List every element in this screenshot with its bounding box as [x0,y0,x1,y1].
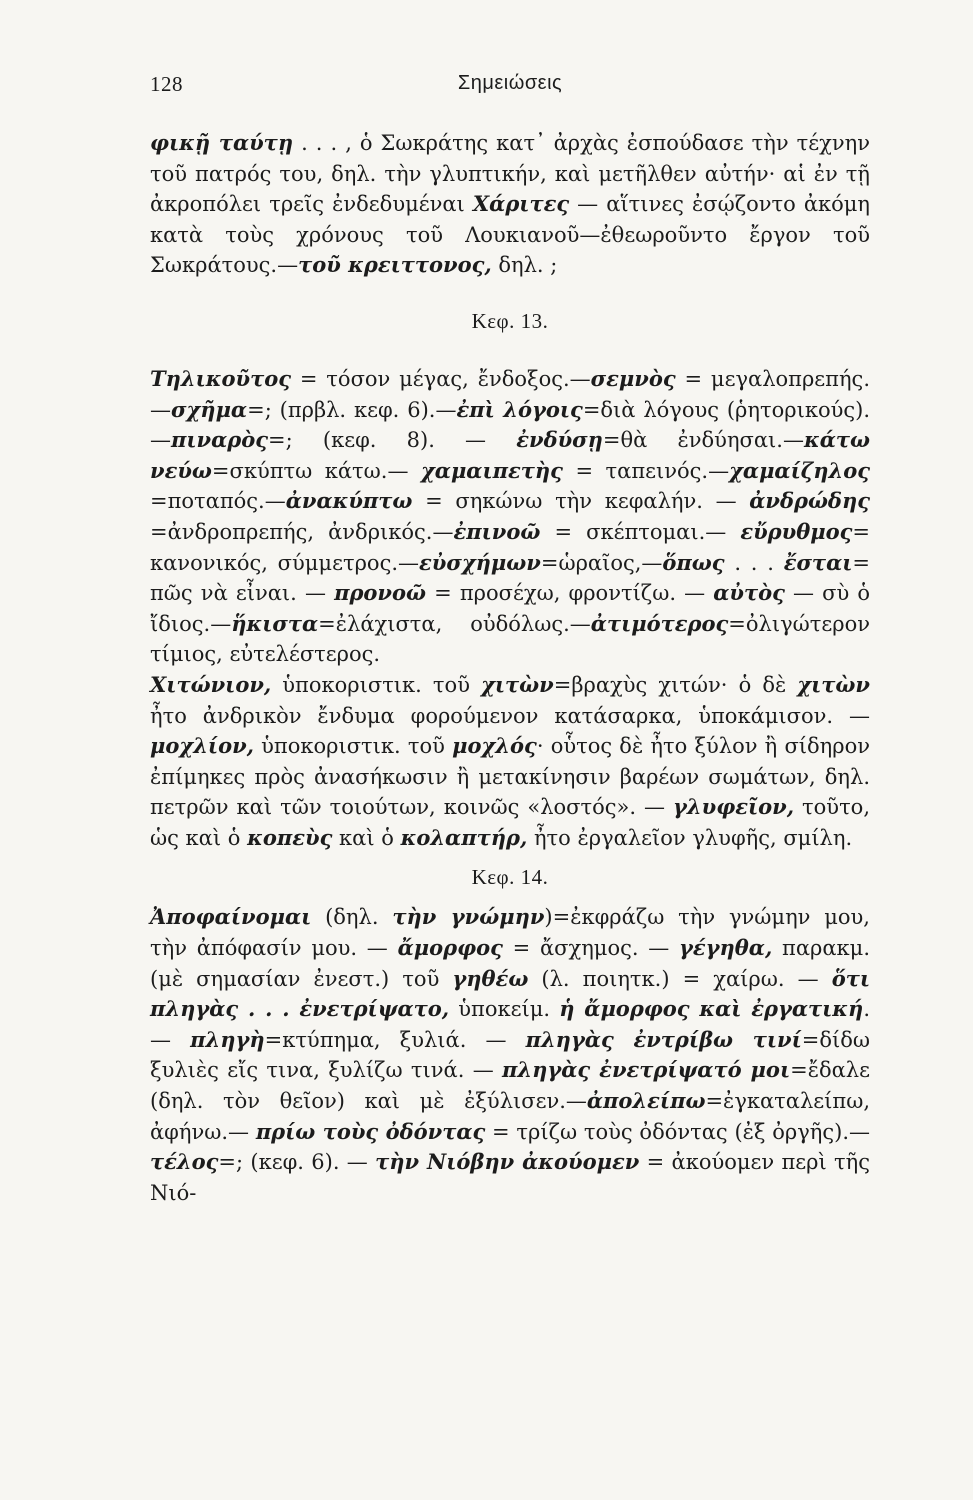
text-run: =ποταπός.— [150,489,286,514]
term: ἀνδρώδης [749,488,870,514]
text-run: = πῶς νὰ εἶναι. — [150,550,870,606]
term: ἥκιστα [231,610,319,636]
text-run: =; (κεφ. 6). — [218,1150,376,1175]
text-run: =; (πρβλ. κεφ. 6).— [247,397,457,422]
term: ἀπολείπω [586,1088,706,1114]
text-run: . . . [724,550,784,575]
text-run: =ὡραῖος,— [540,550,663,575]
paragraph [150,128,870,281]
term: ἐπὶ λόγοις [456,396,583,422]
term: ὅτι πληγὰς . . . ἐνετρίψατο, [150,965,870,1022]
section-chapter-13 [150,309,870,854]
term: εὔρυθμος [740,518,853,544]
term: γλυφεῖον, [673,794,795,820]
term: πιναρὸς [171,427,269,453]
text-run: = σκέπτομαι.— [540,519,741,544]
text-run: (λ. ποιητκ.) = χαίρω. — [528,966,832,991]
section-continuation [150,128,870,281]
term: κολαπτήρ, [400,824,528,850]
running-title: Σημειώσεις [457,72,563,94]
text-run: παρακμ. (μὲ σημασίαν ἐνεστ.) τοῦ [150,936,870,991]
term: πληγὰς ἐντρίβω τινί [525,1026,802,1052]
term: ἐνδύσῃ [516,427,603,453]
text-run: · οὗτος δὲ ἦτο ξύλον ἢ σίδηρον ἐπίμηκες πρὸς ἀνασήκωσιν ἢ μετακίνησιν βαρέων σωμάτων, δηλ. πετρῶν καὶ τῶν τοιούτων, κοινῶς «λοστός». — [150,734,870,820]
text-run: =ἐλάχιστα, οὐδόλως.— [318,611,591,636]
term: Τηλικοῦτος [150,365,292,391]
term: αὐτὸς [713,580,785,606]
term: κάτω νεύω [150,427,870,483]
running-head [150,72,870,112]
text-run: = μεγαλοπρεπής.— [150,366,870,422]
term: χαμαιπετὴς [420,457,563,483]
term: τὴν Νιόβην ἀκούομεν [375,1149,640,1175]
text-run: = τόσον μέγας, ἔνδοξος.— [291,366,591,391]
term: μοχλίον, [150,733,254,759]
term: φικῇ ταύτῃ [150,130,294,155]
term: χαμαίζηλος [729,457,870,483]
term: χιτὼν [481,671,554,697]
text-run: ἦτο ἐργαλεῖον γλυφῆς, σμίλη. [527,825,853,850]
term: Χιτώνιον, [150,671,272,697]
term: κοπεὺς [247,824,333,850]
page [150,72,870,1208]
term: σεμνὸς [590,365,676,391]
term: γηθέω [452,965,529,991]
text-run: =σκύπτω κάτω.— [211,458,421,483]
term: πληγὰς ἐνετρίψατό μοι [502,1057,791,1083]
term: ὅπως [662,549,725,575]
chapter-heading: Κεφ. 13. [471,308,549,333]
term: τὴν γνώμην [392,904,545,930]
term: γέγηθα, [679,935,773,961]
text-run: )=ἐκφράζω τὴν γνώμην μου, τὴν ἀπόφασίν μου. — [150,905,870,961]
text-run: =βραχὺς χιτών· ὁ δὲ [553,672,798,697]
text-run: . . . , ὁ Σωκράτης κατ᾽ ἀρχὰς ἐσπούδασε τὴν τέχνην τοῦ πατρός του, δηλ. τὴν γλυπτικήν, καὶ μετῆλθεν αὐτήν· αἱ ἐν τῇ ἀκροπόλει τρεῖς ἐνδεδυμέναι [150,131,870,217]
text-run: δηλ. ; [491,253,558,278]
text-run: =κτύπημα, ξυλιά. — [264,1027,526,1052]
text-run: ὑποκοριστικ. τοῦ [271,672,482,697]
text-run: τοῦτο, ὡς καὶ ὁ [150,795,870,850]
paragraph [150,364,870,670]
term: τοῦ κρειττονος, [298,252,492,278]
term: τέλος [150,1149,219,1175]
text-run: = κανονικός, σύμμετρος.— [150,519,870,575]
paragraph [150,670,870,854]
chapter-heading: Κεφ. 14. [471,865,549,890]
term: σχῆμα [171,396,248,422]
text-run: =θὰ ἐνδύησαι.— [602,428,804,453]
term: ἡ ἄμορφος καὶ ἐργατική [559,996,864,1022]
text-run: καὶ ὁ [332,825,401,850]
term: ἐπινοῶ [453,518,541,544]
text-run: = ταπεινός.— [562,458,730,483]
text-run: =; (κεφ. 8). — [268,428,517,453]
term: εὐσχήμων [419,549,541,575]
term: Ἀποφαίνομαι [150,904,312,930]
term: ἄμορφος [397,935,503,961]
text-run: ὑποκοριστικ. τοῦ [253,734,453,759]
text-run: =ἔδαλε (δηλ. τὸν θεῖον) καὶ μὲ ἐξύλισεν.— [150,1058,870,1114]
paragraph [150,902,870,1208]
text-run: = σηκώνω τὴν κεφαλήν. — [412,489,750,514]
text-run: = ἄσχημος. — [502,936,680,961]
term: ἀνακύπτω [285,488,413,514]
text-run: ὑποκείμ. [449,997,560,1022]
text-run: = προσέχω, φροντίζω. — [426,581,714,606]
term: προνοῶ [334,580,427,606]
text-run: = ἀκούομεν περὶ τῆς Νιό- [150,1150,870,1205]
term: μοχλός [452,733,537,759]
term: πρίω τοὺς ὀδόντας [255,1118,486,1144]
text-run: (δηλ. [311,905,393,930]
text-run: = τρίζω τοὺς ὀδόντας (ἐξ ὀργῆς).— [485,1119,870,1144]
term: πληγὴ [190,1026,265,1052]
text-run: =ἐγκαταλείπω, ἀφήνω.— [150,1089,870,1144]
text-run: . — [150,997,870,1052]
term: χιτὼν [797,671,870,697]
text-run: — σὺ ὁ ἴδιος.— [150,581,870,636]
text-run: — αἵτινες ἐσῴζοντο ἀκόμη κατὰ τοὺς χρόνους τοῦ Λουκιανοῦ—ἐθεωροῦντο ἔργον τοῦ Σωκράτους.— [150,192,870,278]
text-run: =ὀλιγώτερον τίμιος, εὐτελέστερος. [150,611,870,667]
section-chapter-14 [150,865,870,1208]
text-run: =δίδω ξυλιὲς εἴς τινα, ξυλίζω τινά. — [150,1027,870,1083]
term: Χάριτες [472,191,570,217]
term: ἀτιμότερος [590,610,729,636]
text-run: ἦτο ἀνδρικὸν ἔνδυμα φορούμενον κατάσαρκα, ὑποκάμισον. — [150,703,870,728]
term: ἔσται [783,549,853,575]
text-run: =διὰ λόγους (ῥητορικούς). — [150,397,870,453]
text-run: =ἀνδροπρεπής, ἀνδρικός.— [150,519,454,544]
page-number: 128 [150,72,183,96]
